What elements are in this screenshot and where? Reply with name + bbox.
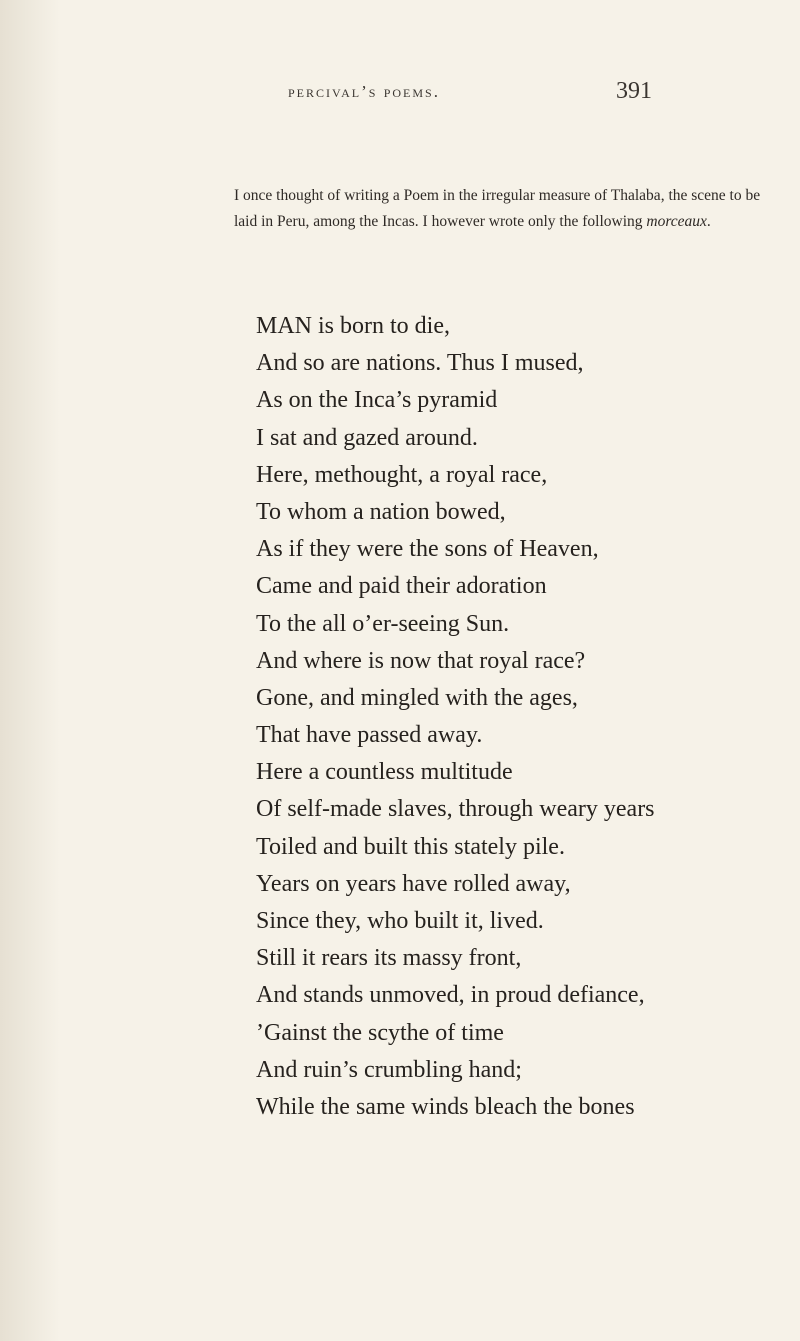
poem-line: To whom a nation bowed, bbox=[256, 498, 506, 525]
intro-text: I once thought of writing a Poem in the irregular measure of Thalaba, the scene to be laid in Peru, among the Incas. I however wrote only the following bbox=[234, 187, 761, 230]
poem-line: While the same winds bleach the bones bbox=[256, 1093, 635, 1120]
poem-line: And where is now that royal race? bbox=[256, 647, 586, 674]
poem-line: Came and paid their adoration bbox=[256, 573, 547, 600]
running-title: percival’s poems. bbox=[288, 82, 440, 101]
intro-text-end: . bbox=[706, 213, 711, 230]
poem-line: Years on years have rolled away, bbox=[256, 870, 571, 897]
poem-line: Gone, and mingled with the ages, bbox=[256, 684, 578, 711]
intro-italic-word: morceaux bbox=[646, 213, 707, 230]
poem-line: Since they, who built it, lived. bbox=[256, 908, 544, 934]
poem-line: Still it rears its massy front, bbox=[256, 945, 522, 972]
poem-line: Of self-made slaves, through weary years bbox=[256, 796, 655, 823]
poem-line: To the all o’er-seeing Sun. bbox=[256, 610, 510, 637]
poem-line: Toiled and built this stately pile. bbox=[256, 833, 565, 860]
poem bbox=[256, 308, 776, 1126]
poem-line: I sat and gazed around. bbox=[256, 424, 478, 451]
poem-line: MAN is born to die, bbox=[256, 313, 450, 339]
poem-line: Here, methought, a royal race, bbox=[256, 461, 548, 488]
poem-line: As if they were the sons of Heaven, bbox=[256, 536, 599, 563]
poem-line: ’Gainst the scythe of time bbox=[256, 1019, 504, 1046]
poem-line: And so are nations. Thus I mused, bbox=[256, 350, 584, 377]
intro-paragraph bbox=[234, 183, 774, 235]
poem-line: And stands unmoved, in proud defiance, bbox=[256, 982, 645, 1009]
poem-line: That have passed away. bbox=[256, 722, 483, 749]
running-head bbox=[0, 78, 800, 108]
poem-line: Here a countless multitude bbox=[256, 759, 513, 786]
page-number: 391 bbox=[616, 78, 652, 104]
page-edge-shadow bbox=[0, 0, 60, 1341]
poem-line: As on the Inca’s pyramid bbox=[256, 387, 498, 414]
poem-line: And ruin’s crumbling hand; bbox=[256, 1056, 522, 1083]
